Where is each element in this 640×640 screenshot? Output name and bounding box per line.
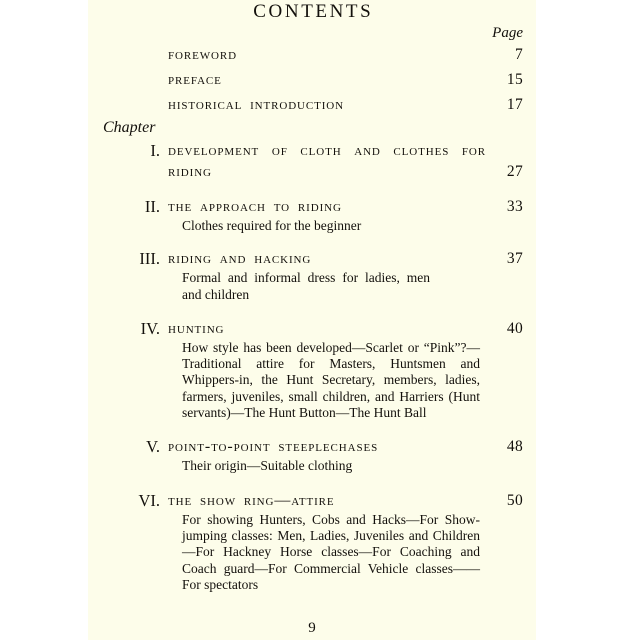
toc-entry-page-number: 15: [506, 71, 523, 88]
toc-entry-title: preface: [168, 71, 222, 88]
toc-entry-page-number: 7: [514, 46, 523, 63]
chapter-page-number: 37: [506, 250, 523, 268]
toc-entry-chapter-3: [88, 248, 536, 303]
chapter-numeral: II.: [144, 197, 160, 216]
chapter-title: hunting: [168, 319, 225, 337]
chapter-title: point-to-point steeplechases: [168, 438, 379, 456]
chapter-numeral: IV.: [140, 318, 160, 338]
chapter-list: [88, 140, 536, 604]
toc-entry-chapter-5: [88, 436, 536, 474]
front-matter-list: [88, 44, 536, 119]
chapter-title: the approach to riding: [168, 198, 342, 215]
toc-entry-page-number: 17: [506, 96, 523, 113]
chapter-numeral: V.: [146, 437, 160, 457]
page-column-header: Page: [492, 25, 523, 41]
chapter-page-number: 50: [506, 491, 523, 509]
chapter-description: Clothes required for the beginner: [182, 218, 362, 233]
chapter-title: the show ring—attire: [168, 491, 335, 509]
book-page: [88, 0, 536, 640]
chapter-description: Their origin—Suitable clothing: [182, 458, 353, 474]
page-title: CONTENTS: [253, 1, 374, 22]
toc-entry-historical-introduction: [88, 94, 536, 119]
toc-entry-title: foreword: [168, 46, 237, 63]
chapter-column-label: Chapter: [103, 119, 156, 136]
chapter-title: riding and hacking: [168, 250, 312, 268]
chapter-title: development of cloth and clothes for riding: [168, 142, 486, 180]
folio-page-number: 9: [308, 620, 316, 636]
chapter-page-number: 33: [506, 198, 523, 215]
toc-entry-chapter-1: [88, 140, 536, 182]
chapter-numeral: VI.: [138, 490, 160, 510]
toc-entry-preface: [88, 69, 536, 94]
chapter-description: Formal and informal dress for ladies, men and children: [182, 270, 430, 302]
chapter-description: For showing Hunters, Cobs and Hacks—For Show-jumping classes: Men, Ladies, Juveniles and Children—For Hackney Horse classes—For Coaching and Coach guard—For Commercial Vehicle classes——For spectators: [182, 511, 480, 592]
toc-entry-chapter-4: [88, 318, 536, 421]
chapter-page-number: 48: [506, 438, 523, 456]
chapter-numeral: I.: [150, 141, 160, 160]
chapter-numeral: III.: [139, 249, 160, 269]
chapter-description: How style has been developed—Scarlet or “Pink”?—Traditional attire for Masters, Huntsmen and Whippers-in, the Hunt Secretary, members, ladies, farmers, juveniles, small children, and Harriers (Hunt servants)—The Hunt Button—The Hunt Ball: [182, 339, 480, 421]
toc-entry-title: historical introduction: [168, 96, 344, 113]
toc-entry-chapter-6: [88, 490, 536, 593]
chapter-page-number: 40: [506, 319, 523, 337]
toc-entry-chapter-2: [88, 196, 536, 234]
toc-entry-foreword: [88, 44, 536, 69]
chapter-page-number: 27: [506, 163, 523, 180]
